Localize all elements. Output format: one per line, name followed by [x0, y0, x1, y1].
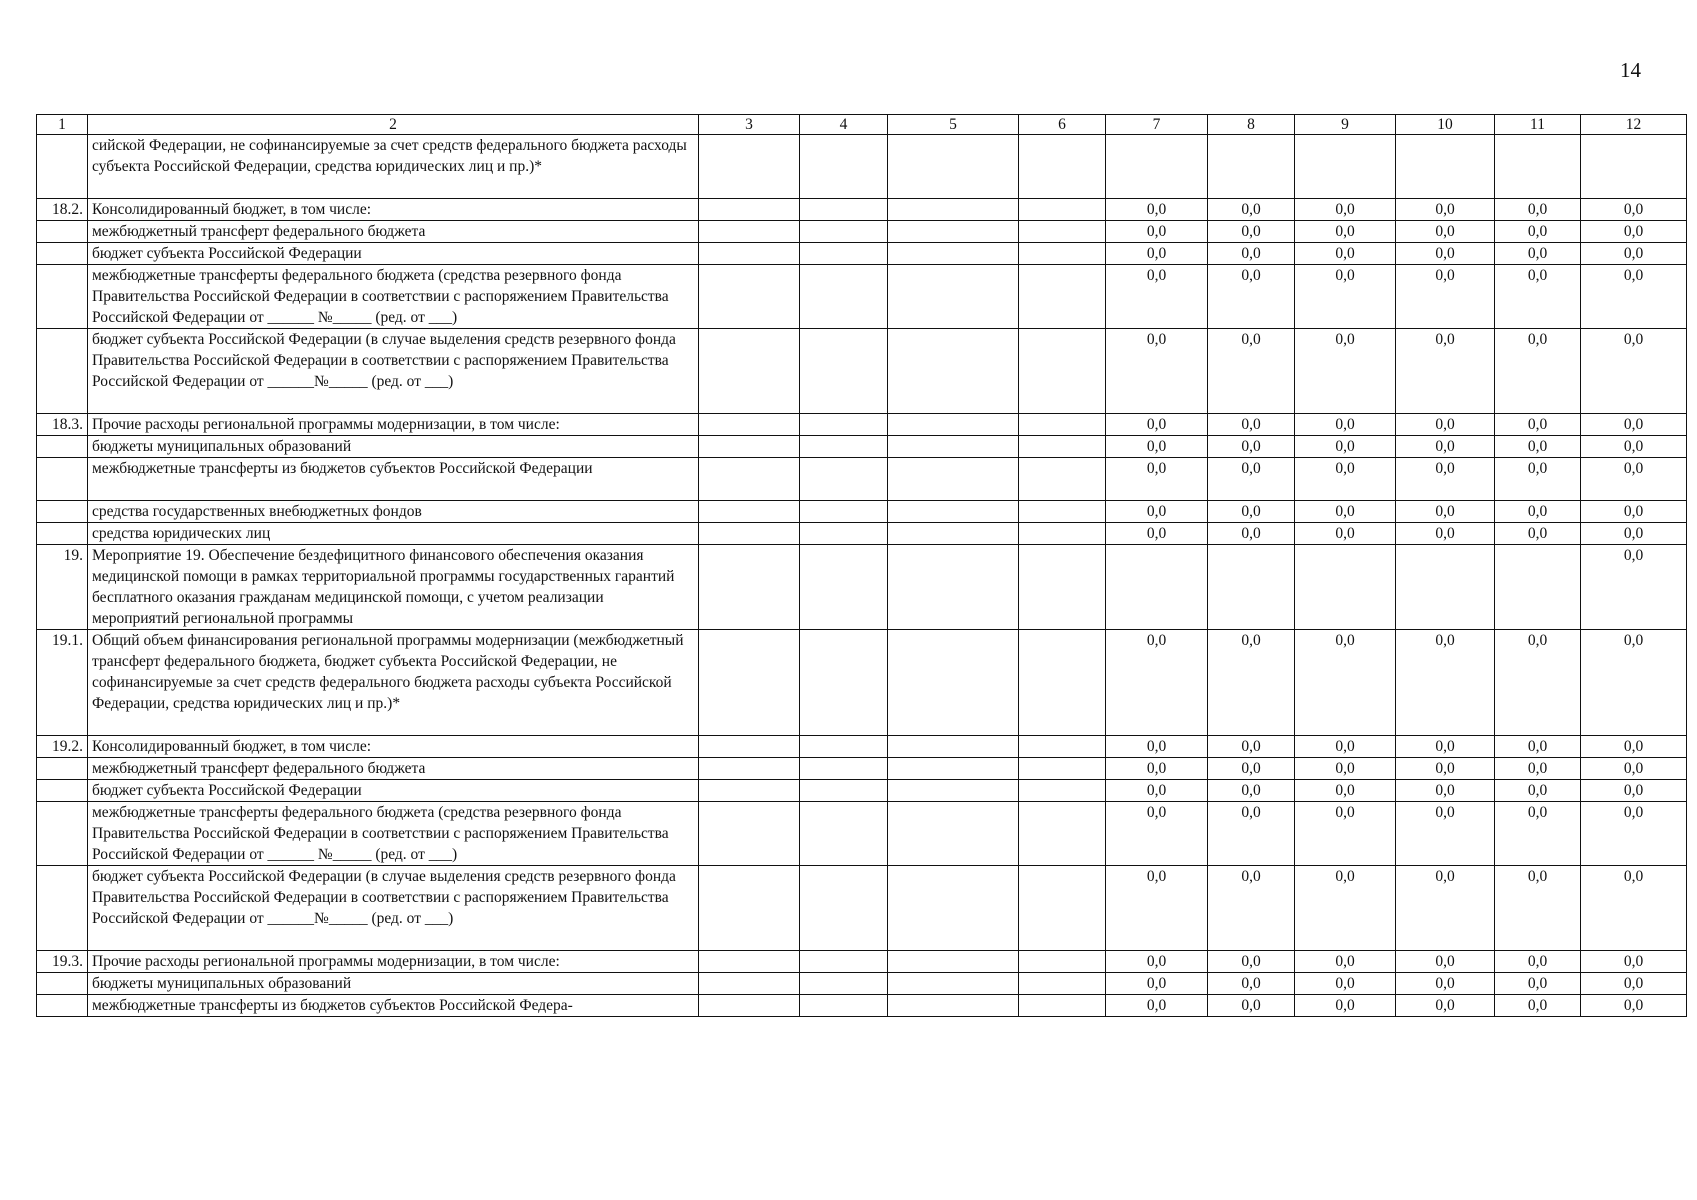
value-cell: 0,0 [1106, 866, 1208, 951]
row-number [37, 758, 88, 780]
empty-cell [1019, 414, 1106, 436]
empty-cell [800, 630, 888, 736]
empty-cell [888, 523, 1019, 545]
table-row [37, 995, 1687, 1017]
value-cell: 0,0 [1208, 523, 1295, 545]
value-cell: 0,0 [1295, 243, 1396, 265]
empty-cell [699, 523, 800, 545]
value-cell: 0,0 [1396, 995, 1495, 1017]
table-row [37, 501, 1687, 523]
value-cell: 0,0 [1495, 736, 1581, 758]
value-cell [1581, 135, 1687, 199]
row-number: 18.3. [37, 414, 88, 436]
row-number [37, 802, 88, 866]
empty-cell [888, 329, 1019, 414]
value-cell: 0,0 [1106, 243, 1208, 265]
column-header: 4 [800, 115, 888, 135]
value-cell: 0,0 [1295, 973, 1396, 995]
value-cell: 0,0 [1581, 866, 1687, 951]
empty-cell [699, 199, 800, 221]
value-cell: 0,0 [1581, 951, 1687, 973]
empty-cell [699, 736, 800, 758]
row-description: межбюджетный трансферт федерального бюджета [88, 758, 699, 780]
value-cell: 0,0 [1581, 802, 1687, 866]
empty-cell [699, 414, 800, 436]
value-cell: 0,0 [1295, 458, 1396, 501]
value-cell: 0,0 [1106, 802, 1208, 866]
row-number: 19.2. [37, 736, 88, 758]
row-description: средства юридических лиц [88, 523, 699, 545]
value-cell: 0,0 [1208, 199, 1295, 221]
row-number [37, 523, 88, 545]
value-cell: 0,0 [1106, 414, 1208, 436]
value-cell [1396, 135, 1495, 199]
value-cell [1106, 135, 1208, 199]
row-number [37, 780, 88, 802]
empty-cell [800, 243, 888, 265]
value-cell: 0,0 [1396, 501, 1495, 523]
value-cell: 0,0 [1581, 436, 1687, 458]
empty-cell [699, 436, 800, 458]
table-row [37, 414, 1687, 436]
empty-cell [800, 736, 888, 758]
empty-cell [888, 545, 1019, 630]
value-cell: 0,0 [1106, 501, 1208, 523]
value-cell: 0,0 [1208, 243, 1295, 265]
value-cell: 0,0 [1581, 736, 1687, 758]
row-description: бюджет субъекта Российской Федерации (в случае выделения средств резервного фонда Правительства Российской Федерации в соответствии с распоряжением Правительства Российской Федерации от ______№_____ (ред. от ___) [88, 329, 699, 414]
row-number [37, 329, 88, 414]
value-cell [1106, 545, 1208, 630]
value-cell: 0,0 [1396, 973, 1495, 995]
table-row [37, 736, 1687, 758]
table-row [37, 545, 1687, 630]
empty-cell [1019, 780, 1106, 802]
value-cell: 0,0 [1581, 780, 1687, 802]
empty-cell [699, 780, 800, 802]
column-header: 5 [888, 115, 1019, 135]
empty-cell [888, 736, 1019, 758]
value-cell: 0,0 [1495, 630, 1581, 736]
value-cell [1208, 135, 1295, 199]
value-cell: 0,0 [1581, 199, 1687, 221]
value-cell: 0,0 [1495, 414, 1581, 436]
value-cell: 0,0 [1495, 329, 1581, 414]
value-cell: 0,0 [1106, 630, 1208, 736]
row-description: бюджет субъекта Российской Федерации [88, 243, 699, 265]
empty-cell [888, 501, 1019, 523]
value-cell: 0,0 [1396, 866, 1495, 951]
empty-cell [1019, 135, 1106, 199]
value-cell: 0,0 [1495, 995, 1581, 1017]
value-cell: 0,0 [1495, 199, 1581, 221]
empty-cell [800, 501, 888, 523]
value-cell: 0,0 [1581, 758, 1687, 780]
row-number [37, 265, 88, 329]
empty-cell [888, 436, 1019, 458]
value-cell: 0,0 [1495, 436, 1581, 458]
empty-cell [1019, 995, 1106, 1017]
value-cell: 0,0 [1581, 995, 1687, 1017]
table-body [37, 115, 1687, 1017]
row-description: межбюджетные трансферты федерального бюджета (средства резервного фонда Правительства Российской Федерации в соответствии с распоряжением Правительства Российской Федерации от ______ №_____ (ред. от ___) [88, 802, 699, 866]
empty-cell [888, 995, 1019, 1017]
empty-cell [888, 780, 1019, 802]
column-header: 7 [1106, 115, 1208, 135]
row-description: сийской Федерации, не софинансируемые за счет средств федерального бюджета расходы субъекта Российской Федерации, средства юридических лиц и пр.)* [88, 135, 699, 199]
value-cell: 0,0 [1295, 329, 1396, 414]
empty-cell [800, 802, 888, 866]
empty-cell [800, 458, 888, 501]
empty-cell [888, 265, 1019, 329]
empty-cell [888, 758, 1019, 780]
value-cell: 0,0 [1106, 951, 1208, 973]
empty-cell [699, 265, 800, 329]
value-cell: 0,0 [1208, 630, 1295, 736]
row-number [37, 973, 88, 995]
column-header: 1 [37, 115, 88, 135]
row-number [37, 135, 88, 199]
value-cell: 0,0 [1581, 414, 1687, 436]
value-cell: 0,0 [1208, 758, 1295, 780]
value-cell: 0,0 [1581, 243, 1687, 265]
value-cell: 0,0 [1495, 802, 1581, 866]
row-number: 19. [37, 545, 88, 630]
value-cell: 0,0 [1106, 221, 1208, 243]
empty-cell [800, 758, 888, 780]
empty-cell [699, 630, 800, 736]
value-cell: 0,0 [1208, 501, 1295, 523]
column-header: 3 [699, 115, 800, 135]
column-header: 2 [88, 115, 699, 135]
value-cell: 0,0 [1208, 221, 1295, 243]
value-cell: 0,0 [1495, 523, 1581, 545]
column-number-row [37, 115, 1687, 135]
empty-cell [699, 802, 800, 866]
value-cell: 0,0 [1396, 630, 1495, 736]
empty-cell [800, 995, 888, 1017]
row-description: бюджет субъекта Российской Федерации [88, 780, 699, 802]
empty-cell [699, 758, 800, 780]
row-number: 18.2. [37, 199, 88, 221]
row-number: 19.3. [37, 951, 88, 973]
table-row [37, 780, 1687, 802]
value-cell: 0,0 [1396, 736, 1495, 758]
empty-cell [888, 135, 1019, 199]
column-header: 6 [1019, 115, 1106, 135]
value-cell: 0,0 [1396, 436, 1495, 458]
table-row [37, 758, 1687, 780]
row-description: средства государственных внебюджетных фондов [88, 501, 699, 523]
value-cell: 0,0 [1106, 780, 1208, 802]
value-cell: 0,0 [1581, 545, 1687, 630]
row-description: Прочие расходы региональной программы модернизации, в том числе: [88, 414, 699, 436]
empty-cell [888, 414, 1019, 436]
empty-cell [800, 221, 888, 243]
row-description: Консолидированный бюджет, в том числе: [88, 736, 699, 758]
empty-cell [1019, 866, 1106, 951]
empty-cell [1019, 758, 1106, 780]
value-cell: 0,0 [1396, 758, 1495, 780]
value-cell: 0,0 [1581, 458, 1687, 501]
value-cell: 0,0 [1581, 630, 1687, 736]
empty-cell [699, 951, 800, 973]
empty-cell [1019, 630, 1106, 736]
table-row [37, 458, 1687, 501]
column-header: 10 [1396, 115, 1495, 135]
empty-cell [800, 866, 888, 951]
empty-cell [1019, 199, 1106, 221]
empty-cell [800, 199, 888, 221]
empty-cell [888, 802, 1019, 866]
value-cell: 0,0 [1295, 758, 1396, 780]
value-cell: 0,0 [1106, 458, 1208, 501]
value-cell: 0,0 [1295, 221, 1396, 243]
value-cell: 0,0 [1208, 436, 1295, 458]
value-cell: 0,0 [1495, 458, 1581, 501]
empty-cell [800, 545, 888, 630]
empty-cell [1019, 523, 1106, 545]
value-cell: 0,0 [1106, 973, 1208, 995]
value-cell: 0,0 [1396, 199, 1495, 221]
value-cell: 0,0 [1495, 501, 1581, 523]
empty-cell [699, 221, 800, 243]
empty-cell [800, 436, 888, 458]
value-cell: 0,0 [1495, 866, 1581, 951]
empty-cell [888, 458, 1019, 501]
column-header: 8 [1208, 115, 1295, 135]
empty-cell [888, 221, 1019, 243]
empty-cell [800, 780, 888, 802]
value-cell: 0,0 [1208, 951, 1295, 973]
value-cell: 0,0 [1396, 265, 1495, 329]
table-row [37, 265, 1687, 329]
value-cell: 0,0 [1208, 458, 1295, 501]
empty-cell [800, 135, 888, 199]
value-cell: 0,0 [1495, 758, 1581, 780]
empty-cell [888, 199, 1019, 221]
empty-cell [888, 973, 1019, 995]
empty-cell [800, 265, 888, 329]
value-cell: 0,0 [1106, 995, 1208, 1017]
value-cell [1295, 135, 1396, 199]
table-row [37, 866, 1687, 951]
value-cell: 0,0 [1208, 995, 1295, 1017]
table-row [37, 221, 1687, 243]
row-number [37, 458, 88, 501]
empty-cell [888, 866, 1019, 951]
value-cell: 0,0 [1106, 329, 1208, 414]
empty-cell [1019, 973, 1106, 995]
value-cell: 0,0 [1396, 523, 1495, 545]
value-cell: 0,0 [1208, 265, 1295, 329]
value-cell: 0,0 [1208, 802, 1295, 866]
value-cell: 0,0 [1581, 221, 1687, 243]
column-header: 9 [1295, 115, 1396, 135]
value-cell: 0,0 [1295, 523, 1396, 545]
value-cell: 0,0 [1495, 243, 1581, 265]
value-cell: 0,0 [1295, 866, 1396, 951]
row-number [37, 501, 88, 523]
row-description: бюджеты муниципальных образований [88, 436, 699, 458]
table-row [37, 135, 1687, 199]
table-row [37, 329, 1687, 414]
value-cell: 0,0 [1106, 199, 1208, 221]
row-number: 19.1. [37, 630, 88, 736]
empty-cell [1019, 265, 1106, 329]
table-row [37, 802, 1687, 866]
value-cell: 0,0 [1208, 780, 1295, 802]
value-cell: 0,0 [1106, 736, 1208, 758]
value-cell [1495, 135, 1581, 199]
column-header: 12 [1581, 115, 1687, 135]
empty-cell [800, 329, 888, 414]
value-cell: 0,0 [1396, 329, 1495, 414]
table-row [37, 523, 1687, 545]
empty-cell [1019, 221, 1106, 243]
row-description: межбюджетный трансферт федерального бюджета [88, 221, 699, 243]
value-cell: 0,0 [1208, 329, 1295, 414]
row-number [37, 436, 88, 458]
value-cell: 0,0 [1396, 951, 1495, 973]
value-cell: 0,0 [1208, 866, 1295, 951]
value-cell: 0,0 [1106, 436, 1208, 458]
empty-cell [699, 135, 800, 199]
value-cell [1208, 545, 1295, 630]
value-cell: 0,0 [1106, 265, 1208, 329]
row-description: Мероприятие 19. Обеспечение бездефицитного финансового обеспечения оказания медицинской помощи в рамках территориальной программы государственных гарантий бесплатного оказания гражданам медицинской помощи, с учетом реализации мероприятий региональной программы [88, 545, 699, 630]
empty-cell [699, 243, 800, 265]
table-row [37, 630, 1687, 736]
row-description: межбюджетные трансферты из бюджетов субъектов Российской Федерации [88, 458, 699, 501]
value-cell: 0,0 [1295, 414, 1396, 436]
value-cell: 0,0 [1581, 501, 1687, 523]
empty-cell [1019, 545, 1106, 630]
empty-cell [800, 973, 888, 995]
empty-cell [1019, 243, 1106, 265]
value-cell: 0,0 [1396, 458, 1495, 501]
column-header: 11 [1495, 115, 1581, 135]
empty-cell [1019, 501, 1106, 523]
value-cell: 0,0 [1581, 523, 1687, 545]
empty-cell [699, 973, 800, 995]
value-cell: 0,0 [1495, 221, 1581, 243]
row-description: Консолидированный бюджет, в том числе: [88, 199, 699, 221]
table-row [37, 951, 1687, 973]
row-number [37, 866, 88, 951]
value-cell: 0,0 [1295, 802, 1396, 866]
value-cell: 0,0 [1396, 780, 1495, 802]
value-cell: 0,0 [1208, 736, 1295, 758]
empty-cell [699, 995, 800, 1017]
empty-cell [888, 630, 1019, 736]
empty-cell [699, 458, 800, 501]
empty-cell [800, 523, 888, 545]
value-cell: 0,0 [1295, 780, 1396, 802]
row-description: Общий объем финансирования региональной программы модернизации (межбюджетный трансферт федерального бюджета, бюджет субъекта Российской Федерации, не софинансируемые за счет средств федерального бюджета расходы субъекта Российской Федерации, средства юридических лиц и пр.)* [88, 630, 699, 736]
empty-cell [888, 951, 1019, 973]
value-cell: 0,0 [1495, 973, 1581, 995]
empty-cell [1019, 329, 1106, 414]
value-cell: 0,0 [1396, 221, 1495, 243]
table-row [37, 199, 1687, 221]
empty-cell [699, 545, 800, 630]
empty-cell [1019, 736, 1106, 758]
value-cell: 0,0 [1106, 523, 1208, 545]
value-cell: 0,0 [1106, 758, 1208, 780]
table-row [37, 973, 1687, 995]
empty-cell [800, 414, 888, 436]
row-description: бюджеты муниципальных образований [88, 973, 699, 995]
row-number [37, 243, 88, 265]
value-cell: 0,0 [1581, 973, 1687, 995]
value-cell: 0,0 [1208, 414, 1295, 436]
empty-cell [699, 329, 800, 414]
value-cell: 0,0 [1295, 951, 1396, 973]
value-cell: 0,0 [1396, 414, 1495, 436]
budget-table [36, 114, 1687, 1017]
value-cell: 0,0 [1495, 780, 1581, 802]
empty-cell [800, 951, 888, 973]
empty-cell [1019, 458, 1106, 501]
value-cell: 0,0 [1581, 329, 1687, 414]
value-cell: 0,0 [1396, 802, 1495, 866]
table-row [37, 436, 1687, 458]
value-cell: 0,0 [1295, 995, 1396, 1017]
value-cell: 0,0 [1208, 973, 1295, 995]
empty-cell [1019, 802, 1106, 866]
empty-cell [699, 501, 800, 523]
empty-cell [699, 866, 800, 951]
page-number: 14 [1620, 58, 1641, 82]
row-description: Прочие расходы региональной программы модернизации, в том числе: [88, 951, 699, 973]
value-cell [1396, 545, 1495, 630]
row-description: межбюджетные трансферты из бюджетов субъектов Российской Федера- [88, 995, 699, 1017]
value-cell: 0,0 [1295, 265, 1396, 329]
row-description: межбюджетные трансферты федерального бюджета (средства резервного фонда Правительства Российской Федерации в соответствии с распоряжением Правительства Российской Федерации от ______ №_____ (ред. от ___) [88, 265, 699, 329]
value-cell: 0,0 [1495, 951, 1581, 973]
row-number [37, 221, 88, 243]
empty-cell [1019, 951, 1106, 973]
value-cell [1495, 545, 1581, 630]
row-number [37, 995, 88, 1017]
value-cell [1295, 545, 1396, 630]
value-cell: 0,0 [1295, 736, 1396, 758]
value-cell: 0,0 [1295, 199, 1396, 221]
value-cell: 0,0 [1295, 501, 1396, 523]
empty-cell [1019, 436, 1106, 458]
empty-cell [888, 243, 1019, 265]
value-cell: 0,0 [1396, 243, 1495, 265]
value-cell: 0,0 [1295, 436, 1396, 458]
value-cell: 0,0 [1581, 265, 1687, 329]
value-cell: 0,0 [1295, 630, 1396, 736]
value-cell: 0,0 [1495, 265, 1581, 329]
row-description: бюджет субъекта Российской Федерации (в случае выделения средств резервного фонда Правительства Российской Федерации в соответствии с распоряжением Правительства Российской Федерации от ______№_____ (ред. от ___) [88, 866, 699, 951]
table-row [37, 243, 1687, 265]
